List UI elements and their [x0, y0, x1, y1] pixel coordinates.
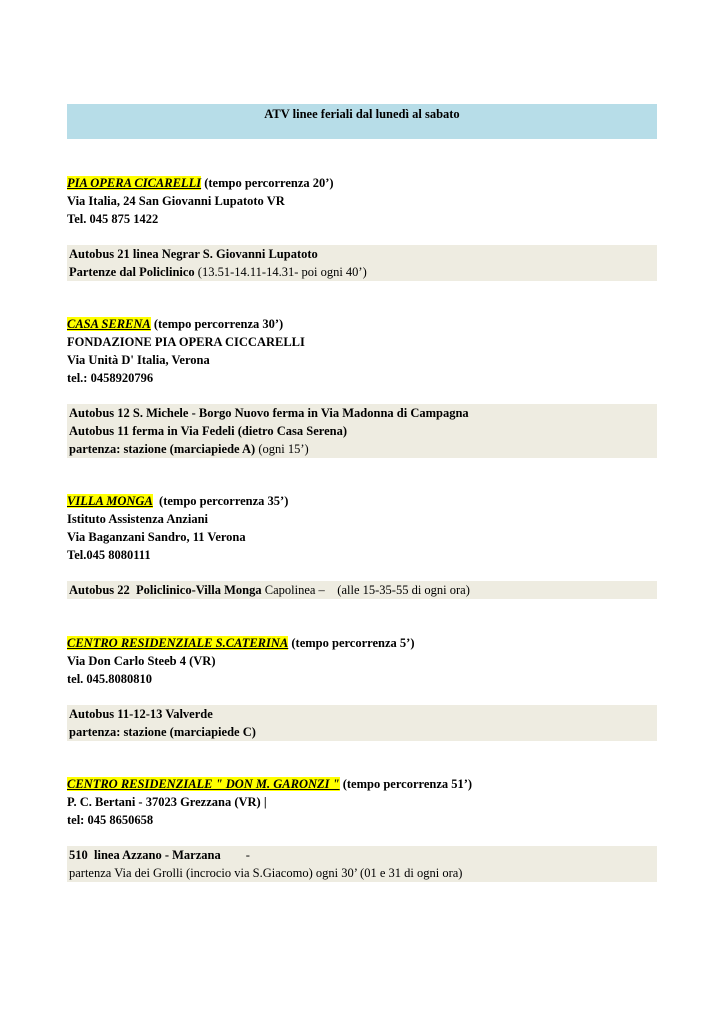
address-line: Via Unità D' Italia, Verona	[67, 353, 210, 367]
section-santa-caterina	[67, 634, 657, 688]
bus-line: Autobus 11-12-13 Valverde	[69, 707, 213, 721]
bus-info-casa-serena	[67, 404, 657, 458]
address-line: Via Italia, 24 San Giovanni Lupatoto VR	[67, 194, 285, 208]
phone-line: tel. 045.8080810	[67, 672, 153, 686]
section-title-line	[67, 775, 657, 793]
section-title-line	[67, 634, 657, 652]
phone-line: Tel. 045 875 1422	[67, 212, 159, 226]
bus-info-pia-opera	[67, 245, 657, 281]
organization-line: FONDAZIONE PIA OPERA CICCARELLI	[67, 335, 305, 349]
section-title-line	[67, 492, 657, 510]
header-band	[67, 104, 657, 139]
address-line: P. C. Bertani - 37023 Grezzana (VR) |	[67, 795, 267, 809]
bus-info-villa-monga	[67, 581, 657, 599]
facility-name: PIA OPERA CICARELLI	[67, 176, 202, 190]
phone-line: Tel.045 8080111	[67, 548, 151, 562]
bus-info-don-garonzi	[67, 846, 657, 882]
section-pia-opera	[67, 174, 657, 228]
travel-time: tempo percorrenza 20’)	[208, 176, 334, 190]
bus-line: Autobus 21 linea Negrar S. Giovanni Lupatoto	[69, 247, 318, 261]
section-title-line	[67, 315, 657, 333]
bus-line: partenza: stazione (marciapiede A) (ogni 15’)	[69, 442, 309, 456]
bus-line: 510 linea Azzano - Marzana -	[69, 848, 250, 862]
page-title: ATV linee feriali dal lunedì al sabato	[264, 107, 460, 121]
phone-line: tel: 045 8650658	[67, 813, 154, 827]
address-line: Via Don Carlo Steeb 4 (VR)	[67, 654, 216, 668]
facility-name: CENTRO RESIDENZIALE " DON M. GARONZI "	[67, 777, 340, 791]
bus-line: Autobus 11 ferma in Via Fedeli (dietro Casa Serena)	[69, 424, 348, 438]
bus-info-santa-caterina	[67, 705, 657, 741]
phone-line: tel.: 0458920796	[67, 371, 154, 385]
facility-name: CASA SERENA	[67, 317, 151, 331]
section-title-line: PIA OPERA CICARELLI (tempo percorrenza 20’)	[67, 176, 334, 190]
bus-line: partenza: stazione (marciapiede C)	[69, 725, 256, 739]
travel-time: (tempo percorrenza 5’)	[291, 636, 415, 650]
bus-line: partenza Via dei Grolli (incrocio via S.Giacomo) ogni 30’ (01 e 31 di ogni ora)	[69, 866, 463, 880]
section-don-garonzi	[67, 775, 657, 829]
travel-time: (tempo percorrenza 51’)	[342, 777, 473, 791]
bus-line: Autobus 12 S. Michele - Borgo Nuovo ferma in Via Madonna di Campagna	[69, 406, 469, 420]
section-casa-serena	[67, 315, 657, 387]
facility-name: VILLA MONGA	[67, 494, 153, 508]
bus-line: Partenze dal Policlinico (13.51-14.11-14.31- poi ogni 40’)	[69, 265, 367, 279]
bus-line: Autobus 22 Policlinico-Villa Monga Capolinea – (alle 15-35-55 di ogni ora)	[69, 583, 470, 597]
address-line: Via Baganzani Sandro, 11 Verona	[67, 530, 246, 544]
travel-time: (tempo percorrenza 35’)	[159, 494, 289, 508]
facility-name: CENTRO RESIDENZIALE S.CATERINA	[67, 636, 289, 650]
travel-time: (tempo percorrenza 30’)	[153, 317, 284, 331]
section-villa-monga	[67, 492, 657, 564]
organization-line: Istituto Assistenza Anziani	[67, 512, 208, 526]
